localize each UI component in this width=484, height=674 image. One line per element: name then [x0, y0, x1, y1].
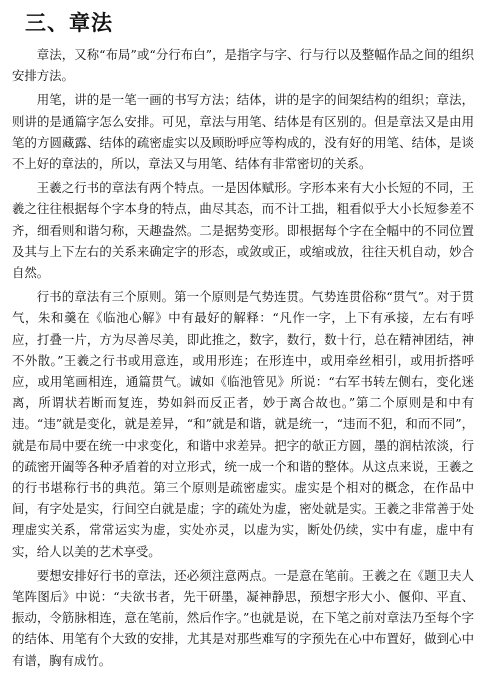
paragraph-relation: 用笔，讲的是一笔一画的书写方法；结体，讲的是字的间架结构的组织；章法，则讲的是通篇字怎么安排。可见，章法与用笔、结体是有区别的。但是章法又是由用笔的方圆藏露、结体的疏密虚实以及顾盼呼应等构成的，没有好的用笔、结体，是谈不上好的章法的，所以，章法又与用笔、结体有非常密切的关系。 [12, 92, 474, 172]
paragraph-notes: 要想安排好行书的章法，还必须注意两点。一是意在笔前。王羲之在《题卫夫人笔阵图后》中说：“夫欲书者，先干研墨，凝神静思，预想字形大小、偃仰、平直、振动，令筋脉相连，意在笔前，然后作字。”也就是说，在下笔之前对章法乃至每个字的结体、用笔有个大致的安排，尤其是对那些难写的字预先在心中布置好，做到心中有谱，胸有成竹。 [12, 567, 474, 668]
paragraph-features: 王羲之行书的章法有两个特点。一是因体赋形。字形本来有大小长短的不同，王羲之往往根据每个字本身的特点，曲尽其态，而不计工拙，粗看似乎大小长短参差不齐，细看则和谐匀称，天趣盎然。二是据势变形。即根据每个字在全幅中的不同位置及其与上下左右的关系来确定字的形态，或敛或正，或缩或放，往往天机自动，妙合自然。 [12, 180, 474, 281]
paragraph-principles: 行书的章法有三个原则。第一个原则是气势连贯。气势连贯俗称“贯气”。对于贯气，朱和羹在《临池心解》中有最好的解释：“凡作一字，上下有承接，左右有呼应，打叠一片，方为尽善尽美，即此推之，数字，数行，数十行，总在精神团结，神不外散。”王羲之行书或用意连，或用形连；在形连中，或用牵丝相引，或用折搭呼应，或用笔画相连，通篇贯气。诚如《临池管见》所说：“右军书转左侧右，变化迷离，所谓状若断而复连，势如斜而反正者，妙于离合故也。”第二个原则是和中有违。“违”就是变化，就是差异，“和”就是和谐，就是统一，“违而不犯，和而不同”，就是布局中要在统一中求变化，和谐中求差异。把字的欹正方圆，墨的润枯浓淡，行的疏密开阖等各种矛盾着的对立形式，统一成一个和谐的整体。从这点来说，王羲之的行书堪称行书的典范。第三个原则是疏密虚实。虚实是个相对的概念，在作品中间，有字处是实，行间空白就是虚；字的疏处为虚，密处就是实。王羲之非常善于处理虚实关系，常常运实为虚，实处亦灵，以虚为实，断处仍续，实中有虚，虚中有实，给人以美的艺术享受。 [12, 289, 474, 559]
section-title: 三、章法 [25, 11, 113, 35]
body-text [12, 44, 474, 674]
paragraph-definition: 章法，又称“布局”或“分行布白”，是指字与字、行与行以及整幅作品之间的组织安排方法。 [12, 47, 474, 84]
